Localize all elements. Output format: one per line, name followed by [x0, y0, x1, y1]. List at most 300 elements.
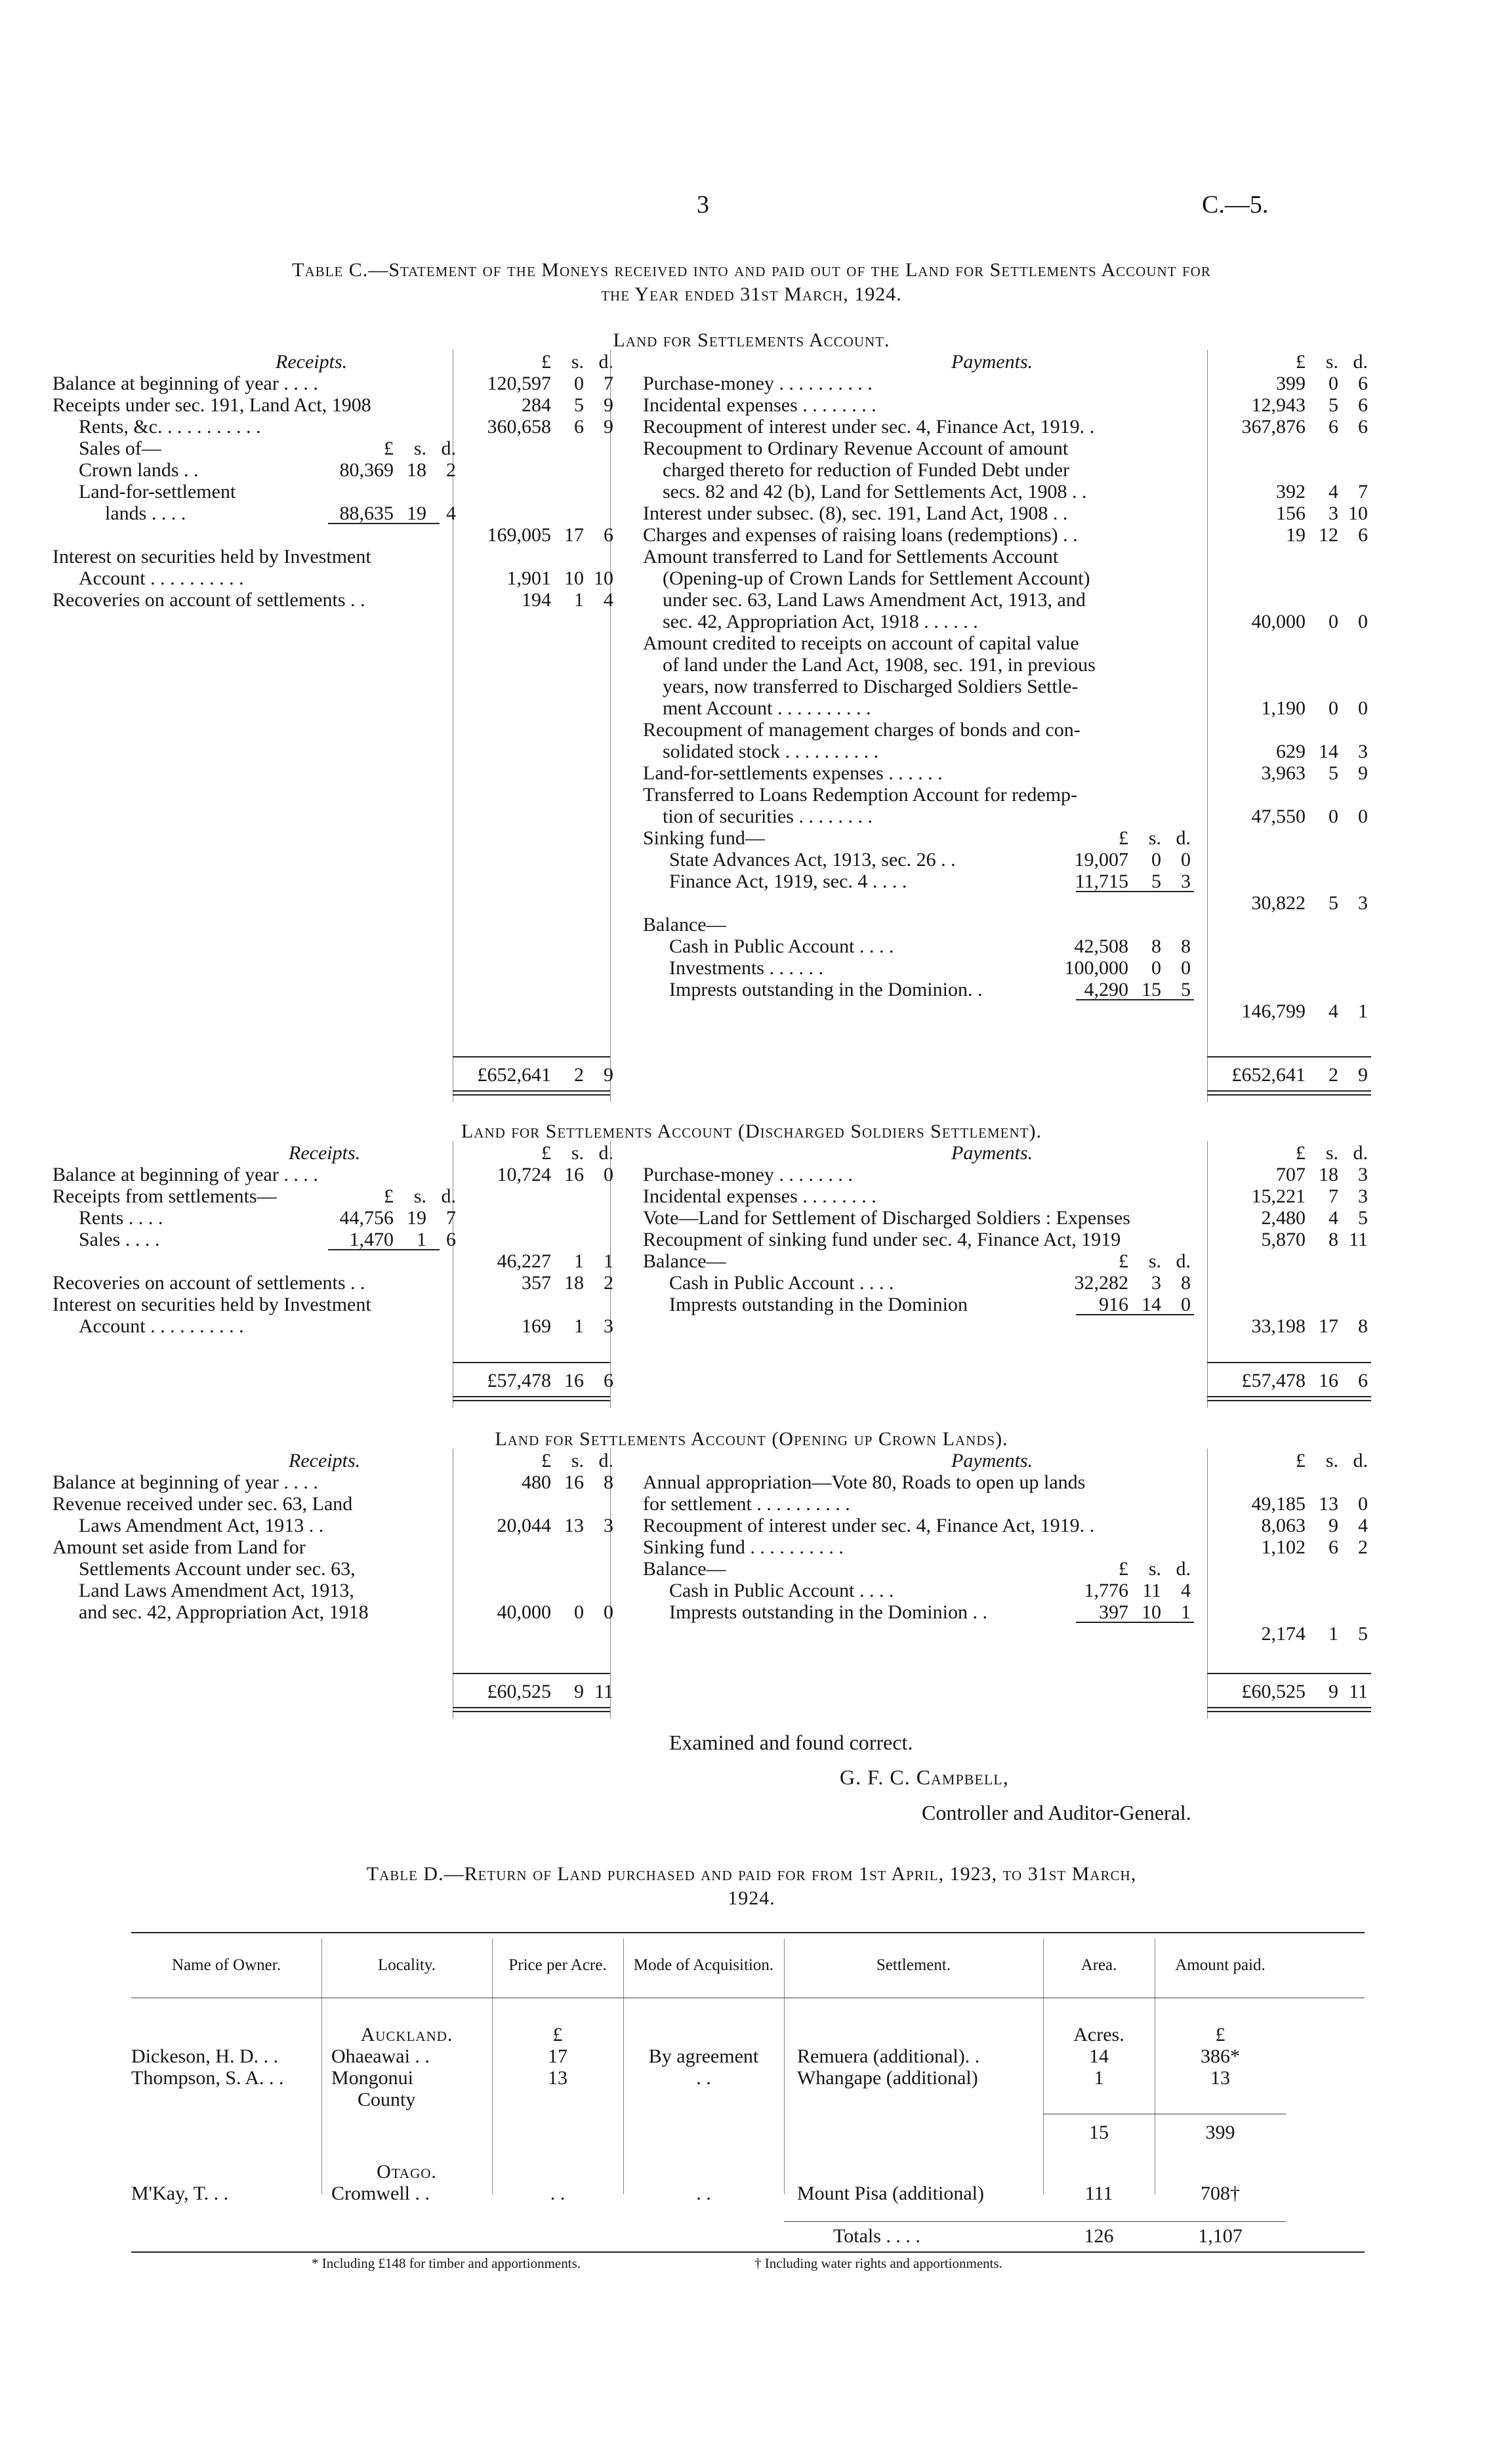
table-d-bottom-rule	[131, 2251, 1365, 2253]
section2-payments-column-headings-shillings: s.	[1325, 1142, 1338, 1164]
section1-payment-subamount-pounds: 11,715	[1075, 871, 1128, 892]
table-d-title-line2: 1924.	[728, 1887, 775, 1909]
section2-receipt-amount-pounds: 169	[522, 1315, 551, 1337]
section1-receipt-subamount-shillings: 18	[407, 459, 426, 481]
section1-payment-subamount-pounds: 42,508	[1074, 935, 1128, 957]
section2-payment-subamount-shillings: 3	[1151, 1272, 1161, 1294]
section1-receipt-amount-shillings: 6	[574, 416, 584, 438]
section3-receipts-total-shillings: 9	[574, 1681, 584, 1702]
section2-receipt-subamount-pence: 7	[446, 1207, 456, 1229]
section1-payment-amount-shillings: 5	[1328, 762, 1338, 784]
section2-payment-label: Cash in Public Account . . . .	[669, 1272, 894, 1294]
section1-payment-subamount-pounds: 4,290	[1084, 979, 1128, 1000]
section3-payment-label: Recoupment of interest under sec. 4, Finance Act, 1919. .	[643, 1515, 1095, 1536]
section1-payment-label: Cash in Public Account . . . .	[669, 935, 894, 957]
section2-payment-subcolumn-headings-pounds: £	[1119, 1250, 1128, 1272]
section1-payment-label: Amount credited to receipts on account of capital value	[643, 632, 1079, 654]
section3-receipt-label: Land Laws Amendment Act, 1913,	[79, 1580, 354, 1601]
section1-payment-amount-pounds: 3,963	[1261, 762, 1306, 784]
table-d-header: Mode of Acquisition.	[633, 1956, 774, 1974]
section1-payment-amount-pounds: 367,876	[1241, 416, 1306, 438]
section2-payment-amount-shillings: 17	[1319, 1315, 1338, 1337]
section1-payment-label: Recoupment to Ordinary Revenue Account of amount	[643, 438, 1069, 459]
section1-payment-amount-pounds: 30,822	[1251, 892, 1306, 914]
section1-payment-label: Interest under subsec. (8), sec. 191, Land Act, 1908 . .	[643, 503, 1068, 524]
table-d-price: . .	[550, 2183, 566, 2204]
section2-receipt-label: Receipts from settlements—	[52, 1185, 277, 1207]
table-d-mode: . .	[696, 2067, 711, 2089]
section2-title: Land for Settlements Account (Discharged Soldiers Settlement).	[461, 1120, 1042, 1142]
section1-payment-amount-pence: 1	[1358, 1000, 1368, 1022]
section3-payment-label: Balance—	[643, 1558, 726, 1580]
section3-payments-total-pounds: £60,525	[1241, 1681, 1306, 1702]
section3-receipt-amount-pounds: 20,044	[497, 1515, 551, 1536]
section1-receipt-amount-pounds: 360,658	[487, 416, 551, 438]
section2-payment-subamount-pence: 0	[1181, 1294, 1191, 1315]
section3-receipt-amount-pence: 3	[604, 1515, 613, 1536]
section2-payment-label: Purchase-money . . . . . . . .	[643, 1164, 853, 1185]
section3-payments-total-rule	[1207, 1673, 1371, 1674]
section1-payment-amount-shillings: 5	[1328, 892, 1338, 914]
section1-payment-amount-pence: 10	[1348, 503, 1368, 524]
section2-receipt-amount-shillings: 1	[574, 1315, 584, 1337]
section3-receipt-amount-pounds: 40,000	[497, 1601, 551, 1623]
section2-receipt-subamount-shillings: 1	[417, 1229, 426, 1250]
section1-payment-amount-pounds: 156	[1276, 503, 1306, 524]
section2-receipt-subamount-shillings: 19	[407, 1207, 426, 1229]
table-d-column-divider	[784, 1939, 785, 2194]
section2-payment-amount-pence: 3	[1358, 1185, 1368, 1207]
section3-payment-amount-pence: 5	[1358, 1623, 1368, 1645]
section1-payment-label: solidated stock . . . . . . . . . .	[663, 741, 879, 762]
section1-receipt-label: lands . . . .	[105, 503, 186, 524]
section1-receipt-amount-pence: 10	[594, 567, 613, 589]
section2-receipt-label: Interest on securities held by Investment	[52, 1294, 371, 1315]
section1-receipt-subamount-pence: 4	[446, 503, 456, 524]
section1-divider-right	[1207, 350, 1208, 1102]
section1-receipt-label: Sales of—	[79, 438, 161, 459]
section1-payment-label: State Advances Act, 1913, sec. 26 . .	[669, 849, 956, 871]
section2-receipt-label: Recoveries on account of settlements . .	[52, 1272, 365, 1294]
section1-payment-amount-pounds: 40,000	[1251, 611, 1306, 632]
section1-receipts-total-pounds: £652,641	[477, 1064, 551, 1086]
section3-receipts-total-rule	[453, 1673, 610, 1674]
section1-payment-amount-pounds: 47,550	[1251, 806, 1306, 827]
section1-receipt-amount-pence: 6	[604, 524, 613, 546]
section1-payment-label: Imprests outstanding in the Dominion. .	[669, 979, 983, 1000]
section1-receipts-total-pence: 9	[604, 1064, 613, 1086]
section1-payment-subcolumn-headings-shillings: s.	[1148, 827, 1161, 849]
section2-payment-subamount-pounds: 916	[1099, 1294, 1128, 1315]
section2-receipt-subamount-pounds: 44,756	[339, 1207, 394, 1229]
section1-payments-column-headings-pence: d.	[1353, 351, 1368, 373]
section3-receipt-label: Amount set aside from Land for	[52, 1536, 306, 1558]
section2-receipts-column-headings-shillings: s.	[571, 1142, 584, 1164]
table-d-area: 111	[1084, 2183, 1113, 2204]
table-d-footnote-timber: * Including £148 for timber and apportionments.	[312, 2255, 581, 2271]
section2-receipt-amount-shillings: 18	[564, 1272, 584, 1294]
table-d-owner: Dickeson, H. D. . .	[131, 2045, 279, 2067]
table-d-mode: By agreement	[648, 2045, 759, 2067]
section3-payments-column-headings-shillings: s.	[1325, 1450, 1338, 1471]
section1-receipts-column-headings-pounds: £	[541, 351, 551, 373]
section1-receipt-amount-pence: 4	[604, 589, 613, 611]
section1-receipt-amount-shillings: 0	[574, 373, 584, 394]
section1-payment-amount-pounds: 629	[1276, 741, 1306, 762]
section1-receipt-subamount-pence: 2	[446, 459, 456, 481]
table-d-settlement: Whangape (additional)	[797, 2067, 978, 2089]
section1-payment-amount-shillings: 0	[1328, 697, 1338, 719]
table-d-header: Amount paid.	[1175, 1956, 1266, 1974]
section3-payment-amount-shillings: 13	[1319, 1493, 1338, 1515]
section2-payments-total-pounds: £57,478	[1241, 1370, 1306, 1391]
section3-payment-subcolumn-headings-pounds: £	[1119, 1558, 1128, 1580]
section3-payment-subamount-pence: 1	[1181, 1601, 1191, 1623]
section1-payment-amount-pounds: 19	[1286, 524, 1306, 546]
section3-payments-column-headings-pounds: £	[1296, 1450, 1306, 1471]
document-code: C.—5.	[1202, 191, 1269, 218]
section1-receipt-label: Land-for-settlement	[79, 481, 236, 503]
certification-line: Examined and found correct.	[669, 1731, 913, 1754]
section1-payment-label: charged thereto for reduction of Funded Debt under	[663, 459, 1070, 481]
table-d-total-amount: 1,107	[1198, 2225, 1243, 2247]
section1-payment-amount-pounds: 392	[1276, 481, 1306, 503]
section3-receipt-label: Revenue received under sec. 63, Land	[52, 1493, 353, 1515]
table-d-subtotal-amount: 399	[1205, 2122, 1235, 2143]
section1-receipt-amount-pounds: 284	[522, 394, 551, 416]
section1-payment-amount-pence: 6	[1358, 394, 1368, 416]
section1-receipt-amount-pence: 7	[604, 373, 613, 394]
section2-receipt-amount-pence: 0	[604, 1164, 613, 1185]
section3-payment-subcolumn-headings-shillings: s.	[1148, 1558, 1161, 1580]
section3-receipt-amount-shillings: 16	[564, 1471, 584, 1493]
table-d-mode: . .	[696, 2183, 711, 2204]
section3-payment-subamount-shillings: 10	[1142, 1601, 1161, 1623]
section3-payment-subamount-pounds: 1,776	[1084, 1580, 1128, 1601]
section1-receipt-label: Receipts under sec. 191, Land Act, 1908	[52, 394, 371, 416]
section1-payment-label: Investments . . . . . .	[669, 957, 823, 979]
section1-payment-amount-pence: 6	[1358, 373, 1368, 394]
section1-payment-amount-pence: 0	[1358, 697, 1368, 719]
section2-receipt-amount-pence: 1	[604, 1250, 613, 1272]
section3-receipts-total-double-rule	[453, 1707, 610, 1712]
section1-payment-amount-pounds: 12,943	[1251, 394, 1306, 416]
section1-payments-total-rule	[1207, 1056, 1371, 1057]
table-c-title-line1: Table C.—Statement of the Moneys received into and paid out of the Land for Settlements Account for	[292, 259, 1211, 281]
section1-receipt-amount-shillings: 1	[574, 589, 584, 611]
section1-payment-amount-pence: 7	[1358, 481, 1368, 503]
section2-payments-column-headings-pounds: £	[1296, 1142, 1306, 1164]
section3-payment-label: Imprests outstanding in the Dominion . .	[669, 1601, 987, 1623]
table-d-region-auckland: Auckland.	[360, 2024, 453, 2045]
section1-payment-label: tion of securities . . . . . . . .	[663, 806, 873, 827]
section1-payment-amount-shillings: 12	[1319, 524, 1338, 546]
section1-payment-label: Recoupment of management charges of bonds and con-	[643, 719, 1081, 741]
page-number: 3	[697, 191, 709, 218]
section2-payment-amount-pence: 3	[1358, 1164, 1368, 1185]
section1-payment-label: Finance Act, 1919, sec. 4 . . . .	[669, 871, 907, 892]
table-d-amount-unit: £	[1215, 2024, 1225, 2045]
section1-payment-amount-pence: 6	[1358, 524, 1368, 546]
table-c-title-line2: the Year ended 31st March, 1924.	[601, 283, 902, 305]
table-d-price-unit: £	[552, 2024, 563, 2045]
table-d-top-rule	[131, 1932, 1365, 1933]
section1-payment-amount-pounds: 1,190	[1261, 697, 1306, 719]
section1-receipts-total-double-rule	[453, 1090, 610, 1096]
section3-receipt-amount-pence: 0	[604, 1601, 613, 1623]
section3-payment-label: Cash in Public Account . . . .	[669, 1580, 894, 1601]
table-d-totals-label: Totals . . . .	[833, 2225, 920, 2247]
section3-receipts-column-headings-shillings: s.	[571, 1450, 584, 1471]
section2-receipts-total-double-rule	[453, 1396, 610, 1401]
section1-payment-subamount-pence: 3	[1181, 871, 1191, 892]
table-d-header: Settlement.	[876, 1956, 951, 1974]
section1-receipt-subcolumn-headings-pence: d.	[441, 438, 456, 459]
section1-payment-label: Recoupment of interest under sec. 4, Finance Act, 1919. .	[643, 416, 1095, 438]
table-d-area: 1	[1094, 2067, 1104, 2089]
section2-receipt-subamount-pounds: 1,470	[349, 1229, 394, 1250]
section1-receipt-subamount-pounds: 80,369	[339, 459, 394, 481]
table-d-subtotal-area: 15	[1089, 2122, 1109, 2143]
section2-payment-amount-shillings: 4	[1328, 1207, 1338, 1229]
section3-payment-amount-shillings: 6	[1328, 1536, 1338, 1558]
table-d-owner: Thompson, S. A. . .	[131, 2067, 284, 2089]
section2-receipt-subamount-pence: 6	[446, 1229, 456, 1250]
table-d-header: Locality.	[378, 1956, 436, 1974]
section1-payment-label: Purchase-money . . . . . . . . . .	[643, 373, 873, 394]
section2-receipt-label: Balance at beginning of year . . . .	[52, 1164, 318, 1185]
section1-payment-subamount-shillings: 0	[1151, 957, 1161, 979]
section1-payment-amount-pence: 3	[1358, 741, 1368, 762]
section2-payment-subamount-shillings: 14	[1142, 1294, 1161, 1315]
section1-payment-subcolumn-headings-pounds: £	[1119, 827, 1128, 849]
section1-payment-subamount-shillings: 8	[1151, 935, 1161, 957]
auditor-title: Controller and Auditor-General.	[922, 1801, 1191, 1824]
section1-payment-subamount-shillings: 0	[1151, 849, 1161, 871]
section2-receipt-label: Sales . . . .	[79, 1229, 160, 1250]
section2-receipt-amount-pounds: 357	[522, 1272, 551, 1294]
section1-receipts-heading: Receipts.	[276, 351, 348, 373]
section3-receipts-column-headings-pence: d.	[598, 1450, 613, 1471]
section3-payment-label: for settlement . . . . . . . . . .	[643, 1493, 850, 1515]
section1-receipt-label: Balance at beginning of year . . . .	[52, 373, 318, 394]
table-d-price: 17	[548, 2045, 567, 2067]
section1-payment-subamount-pounds: 19,007	[1074, 849, 1128, 871]
section1-receipt-subcolumn-headings-shillings: s.	[413, 438, 426, 459]
section1-receipts-column-headings-pence: d.	[598, 351, 613, 373]
section3-receipt-amount-shillings: 13	[564, 1515, 584, 1536]
section3-payment-label: Sinking fund . . . . . . . . . .	[643, 1536, 844, 1558]
section1-receipt-label: Recoveries on account of settlements . .	[52, 589, 365, 611]
section2-payment-amount-pounds: 707	[1276, 1164, 1306, 1185]
section1-payment-subamount-shillings: 5	[1151, 871, 1161, 892]
section1-payment-amount-pence: 0	[1358, 611, 1368, 632]
section2-receipt-amount-pence: 3	[604, 1315, 613, 1337]
table-d-column-divider	[321, 1939, 322, 2194]
section1-receipt-amount-pounds: 120,597	[487, 373, 551, 394]
section3-receipt-amount-shillings: 0	[574, 1601, 584, 1623]
section1-payment-subamount-pence: 5	[1181, 979, 1191, 1000]
table-d-total-area: 126	[1084, 2225, 1114, 2247]
section1-receipt-amount-pounds: 194	[522, 589, 551, 611]
section2-receipts-total-shillings: 16	[564, 1370, 584, 1391]
section1-payment-label: years, now transferred to Discharged Soldiers Settle-	[663, 676, 1079, 697]
section2-payment-amount-pounds: 15,221	[1251, 1185, 1306, 1207]
section1-receipt-amount-shillings: 10	[564, 567, 584, 589]
section2-receipt-subcolumn-headings-pence: d.	[441, 1185, 456, 1207]
table-d-locality: Cromwell . .	[331, 2183, 430, 2204]
section1-receipt-label: Interest on securities held by Investment	[52, 546, 371, 567]
section3-receipts-total-pence: 11	[594, 1681, 613, 1702]
table-d-region-otago: Otago.	[377, 2161, 437, 2183]
section3-payment-amount-shillings: 9	[1328, 1515, 1338, 1536]
table-d-owner: M'Kay, T. . .	[131, 2183, 229, 2204]
section1-payment-amount-pence: 3	[1358, 892, 1368, 914]
section3-receipt-amount-pounds: 480	[522, 1471, 551, 1493]
section1-payment-amount-shillings: 14	[1319, 741, 1338, 762]
section1-payment-amount-pence: 9	[1358, 762, 1368, 784]
section2-receipt-amount-shillings: 16	[564, 1164, 584, 1185]
section3-payments-column-headings-pence: d.	[1353, 1450, 1368, 1471]
section3-payments-heading: Payments.	[951, 1450, 1033, 1471]
section1-receipt-subcolumn-headings-pounds: £	[384, 438, 394, 459]
section2-payment-label: Balance—	[643, 1250, 726, 1272]
table-d-locality: Ohaeawai . .	[331, 2045, 430, 2067]
section1-receipt-subamount-shillings: 19	[407, 503, 426, 524]
section1-payment-label: Sinking fund—	[643, 827, 765, 849]
section2-payment-label: Imprests outstanding in the Dominion	[669, 1294, 968, 1315]
table-d-header: Name of Owner.	[172, 1956, 281, 1974]
section1-receipt-amount-pence: 9	[604, 394, 613, 416]
section1-payment-amount-pence: 6	[1358, 416, 1368, 438]
section2-payments-total-pence: 6	[1358, 1370, 1368, 1391]
section3-payment-amount-pounds: 49,185	[1251, 1493, 1306, 1515]
section3-payments-total-shillings: 9	[1328, 1681, 1338, 1702]
table-d-area-unit: Acres.	[1073, 2024, 1124, 2045]
section1-payment-amount-shillings: 0	[1328, 373, 1338, 394]
section1-payment-subcolumn-headings-pence: d.	[1176, 827, 1191, 849]
section2-payment-amount-shillings: 18	[1319, 1164, 1338, 1185]
section1-payment-amount-shillings: 5	[1328, 394, 1338, 416]
section3-payment-subamount-pence: 4	[1181, 1580, 1191, 1601]
section3-payment-amount-pounds: 1,102	[1261, 1536, 1306, 1558]
section1-divider-middle	[610, 350, 611, 1102]
section3-receipts-heading: Receipts.	[289, 1450, 361, 1471]
table-d-header: Price per Acre.	[508, 1956, 607, 1974]
section1-payment-label: Charges and expenses of raising loans (redemptions) . .	[643, 524, 1078, 546]
section3-payment-amount-pence: 2	[1358, 1536, 1368, 1558]
section1-receipt-amount-pounds: 169,005	[487, 524, 551, 546]
section1-receipt-subamount-pounds: 88,635	[339, 503, 394, 524]
section2-receipts-total-rule	[453, 1362, 610, 1363]
section1-receipt-label: Rents, &c. . . . . . . . . . .	[79, 416, 261, 438]
section1-payments-column-headings-pounds: £	[1296, 351, 1306, 373]
section3-payments-total-double-rule	[1207, 1707, 1371, 1712]
table-d-header: Area.	[1081, 1956, 1117, 1974]
section3-payment-subamount-pounds: 397	[1099, 1601, 1128, 1623]
auditor-name: G. F. C. Campbell,	[840, 1765, 1009, 1789]
section2-receipt-amount-shillings: 1	[574, 1250, 584, 1272]
section1-receipts-total-shillings: 2	[574, 1064, 584, 1086]
table-d-amount: 708†	[1201, 2183, 1240, 2204]
section2-payment-amount-shillings: 8	[1328, 1229, 1338, 1250]
section2-payment-label: Vote—Land for Settlement of Discharged Soldiers : Expenses	[643, 1207, 1130, 1229]
section3-payment-amount-pence: 4	[1358, 1515, 1368, 1536]
section3-payment-amount-pounds: 2,174	[1261, 1623, 1306, 1645]
section2-payments-total-shillings: 16	[1319, 1370, 1338, 1391]
section3-receipt-label: Settlements Account under sec. 63,	[79, 1558, 356, 1580]
section1-payment-amount-shillings: 6	[1328, 416, 1338, 438]
section2-payments-total-rule	[1207, 1362, 1371, 1363]
section2-receipt-amount-pence: 2	[604, 1272, 613, 1294]
section2-payments-column-headings-pence: d.	[1353, 1142, 1368, 1164]
section1-payment-subamount-shillings: 15	[1142, 979, 1161, 1000]
section3-receipt-amount-pence: 8	[604, 1471, 613, 1493]
section2-payment-amount-shillings: 7	[1328, 1185, 1338, 1207]
section3-payment-subcolumn-headings-pence: d.	[1176, 1558, 1191, 1580]
table-d-locality-continued: County	[358, 2089, 416, 2110]
table-d-settlement: Remuera (additional). .	[797, 2045, 980, 2067]
section2-payment-label: Incidental expenses . . . . . . . .	[643, 1185, 876, 1207]
section2-payment-amount-pounds: 5,870	[1261, 1229, 1306, 1250]
section1-payment-amount-pounds: 146,799	[1241, 1000, 1306, 1022]
table-d-footnote-water: † Including water rights and apportionments.	[754, 2255, 1002, 2271]
section1-payments-total-pounds: £652,641	[1231, 1064, 1306, 1086]
section2-payment-amount-pence: 8	[1358, 1315, 1368, 1337]
section3-payment-amount-pounds: 8,063	[1261, 1515, 1306, 1536]
section3-payment-amount-pence: 0	[1358, 1493, 1368, 1515]
section3-receipt-label: and sec. 42, Appropriation Act, 1918	[79, 1601, 369, 1623]
section1-receipt-label: Account . . . . . . . . . .	[79, 567, 244, 589]
table-d-area: 14	[1089, 2045, 1109, 2067]
table-d-amount: 386*	[1201, 2045, 1240, 2067]
section1-payment-label: Balance—	[643, 914, 726, 935]
section1-receipt-amount-pounds: 1,901	[506, 567, 551, 589]
section3-payment-label: Annual appropriation—Vote 80, Roads to open up lands	[643, 1471, 1086, 1493]
section1-receipts-column-headings-shillings: s.	[571, 351, 584, 373]
section3-divider-right	[1207, 1448, 1208, 1719]
section1-payment-amount-shillings: 3	[1328, 503, 1338, 524]
section2-payment-subcolumn-headings-shillings: s.	[1148, 1250, 1161, 1272]
table-d-amount: 13	[1210, 2067, 1230, 2089]
section3-receipts-total-pounds: £60,525	[487, 1681, 551, 1702]
section3-receipts-column-headings-pounds: £	[541, 1450, 551, 1471]
section1-payment-subamount-pence: 0	[1181, 849, 1191, 871]
section1-payment-label: sec. 42, Appropriation Act, 1918 . . . . . .	[663, 611, 978, 632]
section2-payment-subamount-pounds: 32,282	[1074, 1272, 1128, 1294]
section3-receipt-label: Balance at beginning of year . . . .	[52, 1471, 318, 1493]
section1-payment-label: secs. 82 and 42 (b), Land for Settlements Act, 1908 . .	[663, 481, 1087, 503]
section1-payment-label: ment Account . . . . . . . . . .	[663, 697, 871, 719]
section1-payment-amount-shillings: 4	[1328, 481, 1338, 503]
section1-payment-label: (Opening-up of Crown Lands for Settlement Account)	[663, 567, 1090, 589]
section1-payment-subamount-pence: 0	[1181, 957, 1191, 979]
section1-payment-amount-shillings: 4	[1328, 1000, 1338, 1022]
section1-payment-label: of land under the Land Act, 1908, sec. 191, in previous	[663, 654, 1096, 676]
section3-payment-amount-shillings: 1	[1328, 1623, 1338, 1645]
section1-payments-total-shillings: 2	[1328, 1064, 1338, 1086]
section3-title: Land for Settlements Account (Opening up Crown Lands).	[495, 1428, 1008, 1450]
section1-payment-amount-shillings: 0	[1328, 611, 1338, 632]
section3-receipt-label: Laws Amendment Act, 1913 . .	[79, 1515, 324, 1536]
section2-payment-amount-pence: 5	[1358, 1207, 1368, 1229]
section1-payment-amount-shillings: 0	[1328, 806, 1338, 827]
section2-payment-subcolumn-headings-pence: d.	[1176, 1250, 1191, 1272]
section1-payment-label: under sec. 63, Land Laws Amendment Act, 1913, and	[663, 589, 1086, 611]
section1-receipt-amount-shillings: 17	[564, 524, 584, 546]
table-d-locality: Mongonui	[331, 2067, 414, 2089]
section1-receipt-amount-pence: 9	[604, 416, 613, 438]
